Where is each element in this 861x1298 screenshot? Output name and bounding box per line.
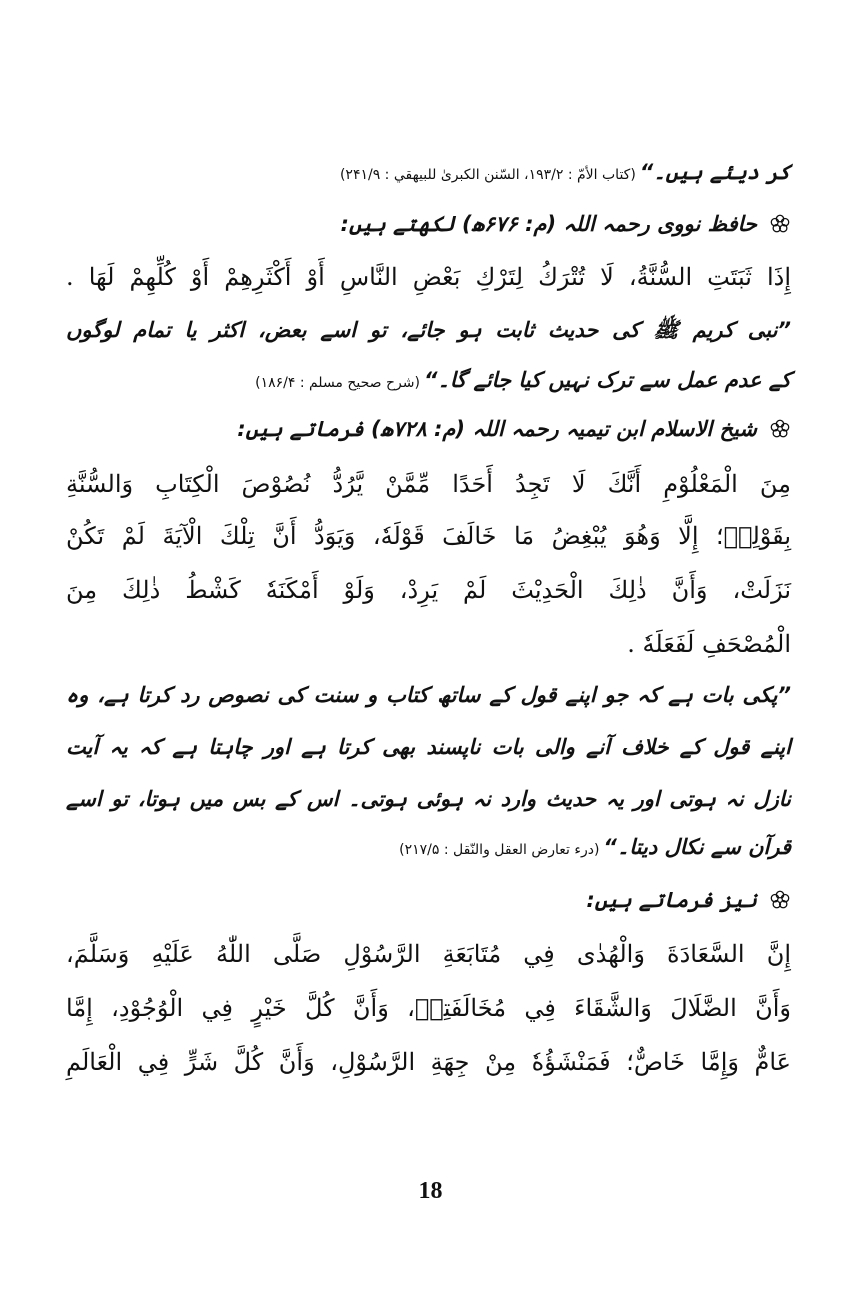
arabic-line: إِذَا ثَبَتَتِ السُّنَّةُ، لَا تُتْرَكُ لِتَرْكِ بَعْضِ النَّاسِ أَوْ أَكْثَرِهِمْ أَوْ كُلِّهِمْ لَهَا . xyxy=(66,263,791,291)
heading-text: شیخ الاسلام ابن تیمیہ رحمہ اللہ (م: ۷۲۸ھ) فرماتے ہیں: xyxy=(237,417,757,441)
urdu-line: اپنے قول کے خلاف آنے والی بات ناپسند بھی کرتا ہے اور چاہتا ہے کہ یہ آیت xyxy=(66,735,791,759)
urdu-line: نازل نہ ہوتی اور یہ حدیث وارد نہ ہوئی ہوتی۔ اس کے بس میں ہوتا، تو اسے xyxy=(66,787,791,811)
reference: (كتاب الأمّ : ۱۹۳/۲، السّنن الكبرىٰ للبيهقي : ۲۴۱/۹) xyxy=(339,167,636,183)
arabic-line: نَزَلَتْ، وَأَنَّ ذٰلِكَ الْحَدِيْثَ لَمْ يَرِدْ، وَلَوْ أَمْكَنَهٗ كَشْطُ ذٰلِكَ مِنَ xyxy=(66,576,791,604)
urdu-line: ”پکی بات ہے کہ جو اپنے قول کے ساتھ کتاب و سنت کی نصوص رد کرتا ہے، وہ xyxy=(66,683,791,707)
section-heading-nawawi xyxy=(66,212,791,237)
arabic-line: وَأَنَّ الضَّلَالَ وَالشَّقَاءَ فِي مُخَالَفَتِهٖ، وَأَنَّ كُلَّ خَيْرٍ فِي الْوُجُوْدِ، إِمَّا xyxy=(66,994,791,1022)
line-continuation xyxy=(66,160,791,185)
urdu-line: کے عدم عمل سے ترک نہیں کیا جائے گا۔“(شرح صحيح مسلم : ۱۸۶/۴) xyxy=(255,368,791,392)
arabic-line: الْمُصْحَفِ لَفَعَلَهٗ . xyxy=(627,630,791,658)
arabic-line: إِنَّ السَّعَادَةَ وَالْهُدٰى فِي مُتَابَعَةِ الرَّسُوْلِ صَلَّى اللّٰهُ عَلَيْهِ وَسَلَّمَ، xyxy=(66,940,791,968)
section-heading-ibn-taymiyya xyxy=(66,417,791,442)
arabic-line: مِنَ الْمَعْلُوْمِ أَنَّكَ لَا تَجِدُ أَحَدًا مِّمَّنْ يَّرُدُّ نُصُوْصَ الْكِتَابِ وَالسُّنَّةِ xyxy=(66,470,791,498)
flower-icon xyxy=(769,889,791,911)
urdu-line: ”نبی کریم ﷺ کی حدیث ثابت ہو جائے، تو اسے بعض، اکثر یا تمام لوگوں xyxy=(66,318,791,342)
urdu-line: قرآن سے نکال دیتا۔“(درء تعارض العقل والنّقل : ۲۱۷/۵) xyxy=(399,835,791,859)
heading-text: نیز فرماتے ہیں: xyxy=(586,888,757,912)
arabic-line: عَامٌّ وَإِمَّا خَاصٌّ؛ فَمَنْشَؤُهٗ مِنْ جِهَةِ الرَّسُوْلِ، وَأَنَّ كُلَّ شَرٍّ فِي الْعَالَمِ xyxy=(66,1048,791,1076)
reference: (شرح صحيح مسلم : ۱۸۶/۴) xyxy=(255,375,420,391)
flower-icon xyxy=(769,213,791,235)
heading-text: حافظ نووی رحمہ اللہ (م: ۶۷۶ھ) لکھتے ہیں: xyxy=(340,212,757,236)
page-number: 18 xyxy=(418,1178,443,1204)
reference: (درء تعارض العقل والنّقل : ۲۱۷/۵) xyxy=(399,842,600,858)
arabic-line: بِقَوْلِهٖ؛ إِلَّا وَهُوَ يُبْغِضُ مَا خَالَفَ قَوْلَهٗ، وَيَوَدُّ أَنَّ تِلْكَ الْآيَةَ لَمْ تَكُنْ xyxy=(66,522,791,550)
flower-icon xyxy=(769,418,791,440)
section-heading-further xyxy=(66,888,791,913)
urdu-text: کر دیئے ہیں۔“ xyxy=(639,160,791,184)
